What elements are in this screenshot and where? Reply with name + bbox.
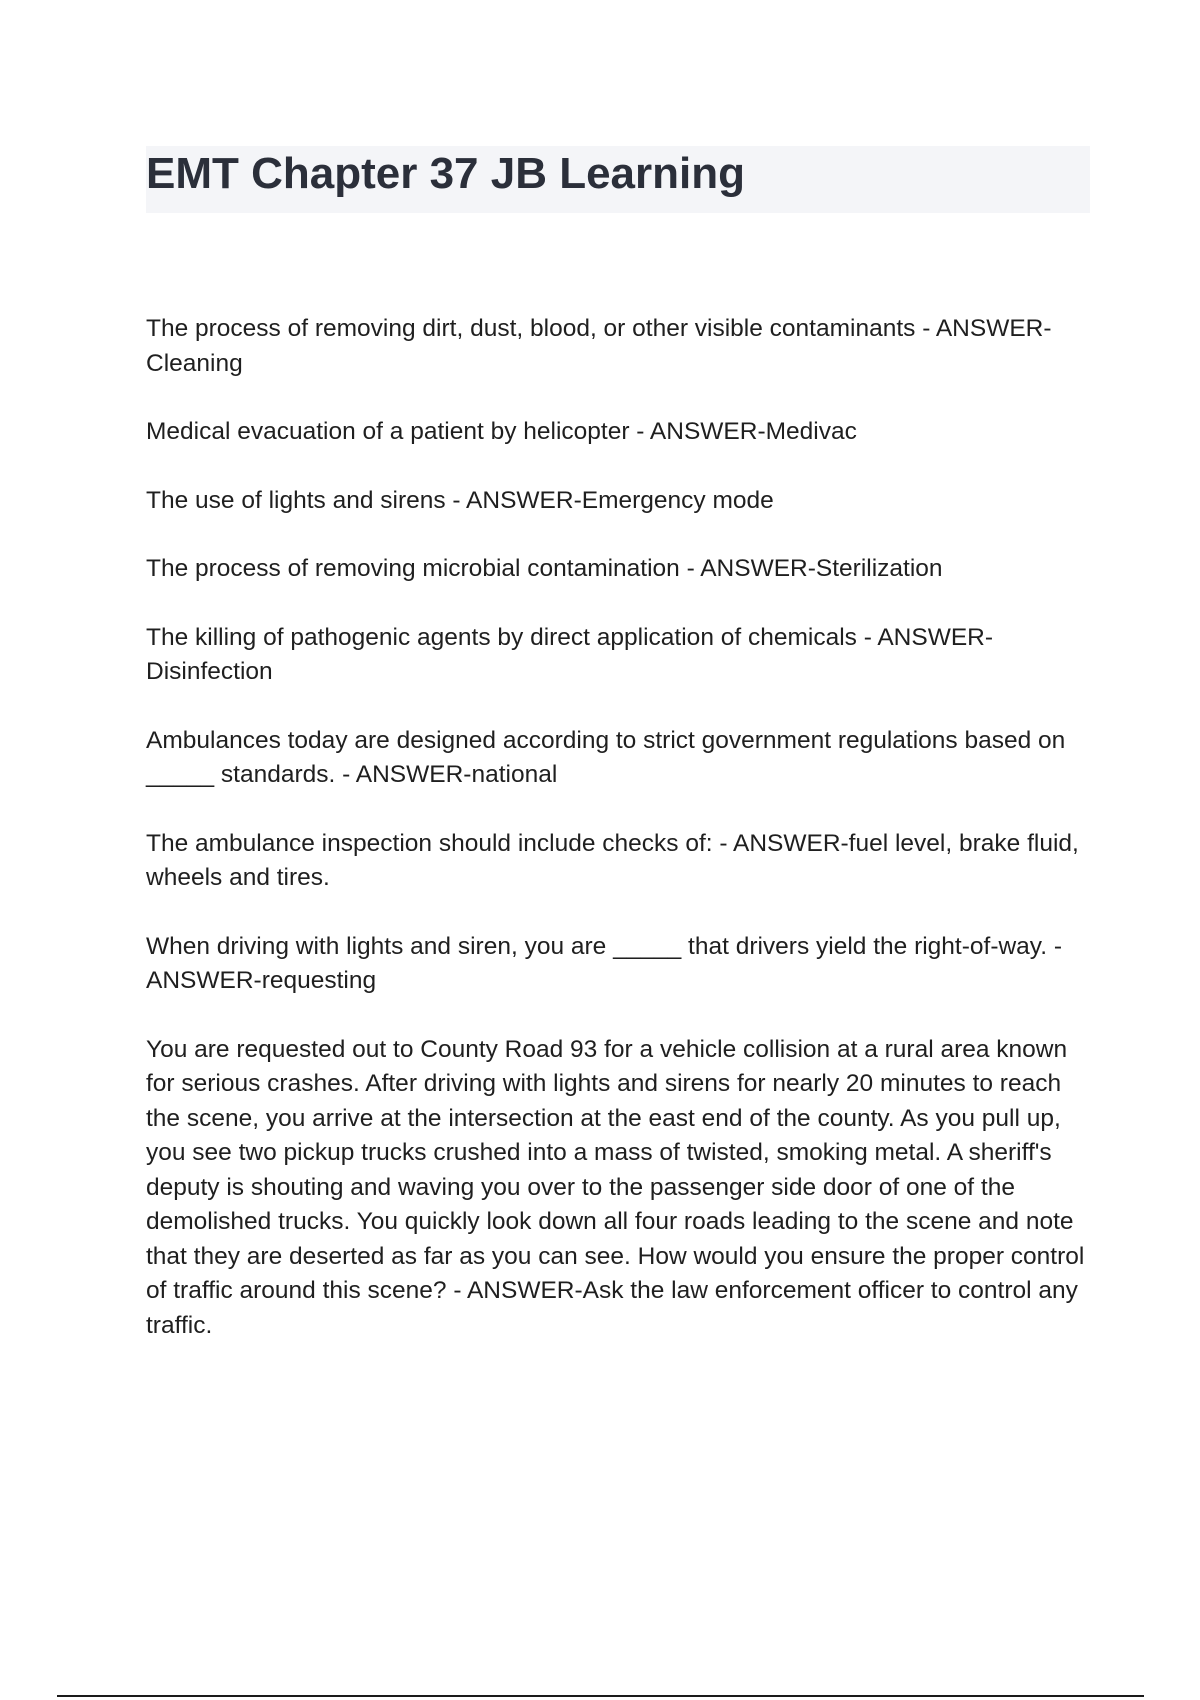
qa-item: When driving with lights and siren, you are _____ that drivers yield the right-of-way. - ANSWER-requesting	[146, 932, 1063, 994]
qa-item: The process of removing dirt, dust, blood, or other visible contaminants - ANSWER-Cleaning	[146, 315, 1052, 377]
bottom-divider	[57, 1695, 1144, 1697]
qa-item: The use of lights and sirens - ANSWER-Emergency mode	[146, 486, 774, 514]
qa-item: You are requested out to County Road 93 for a vehicle collision at a rural area known for serious crashes. After driving with lights and sirens for nearly 20 minutes to reach the scene, you arrive at the intersection at the east end of the county. As you pull up, you see two pickup trucks crushed into a mass of twisted, smoking metal. A sheriff's deputy is shouting and waving you over to the passenger side door of one of the demolished trucks. You quickly look down all four roads leading to the scene and note that they are deserted as far as you can see. How would you ensure the proper control of traffic around this scene? - ANSWER-Ask the law enforcement officer to control any traffic.	[146, 1035, 1085, 1339]
page-title: EMT Chapter 37 JB Learning	[146, 149, 746, 198]
title-banner	[146, 146, 1090, 213]
qa-item: Ambulances today are designed according to strict government regulations based on _____ standards. - ANSWER-national	[146, 726, 1066, 788]
qa-list	[146, 312, 1096, 1377]
qa-item: The process of removing microbial contamination - ANSWER-Sterilization	[146, 555, 943, 582]
qa-item: Medical evacuation of a patient by helicopter - ANSWER-Medivac	[146, 418, 857, 445]
qa-item: The killing of pathogenic agents by direct application of chemicals - ANSWER-Disinfection	[146, 623, 994, 685]
qa-item: The ambulance inspection should include checks of: - ANSWER-fuel level, brake fluid, wheels and tires.	[146, 829, 1079, 891]
